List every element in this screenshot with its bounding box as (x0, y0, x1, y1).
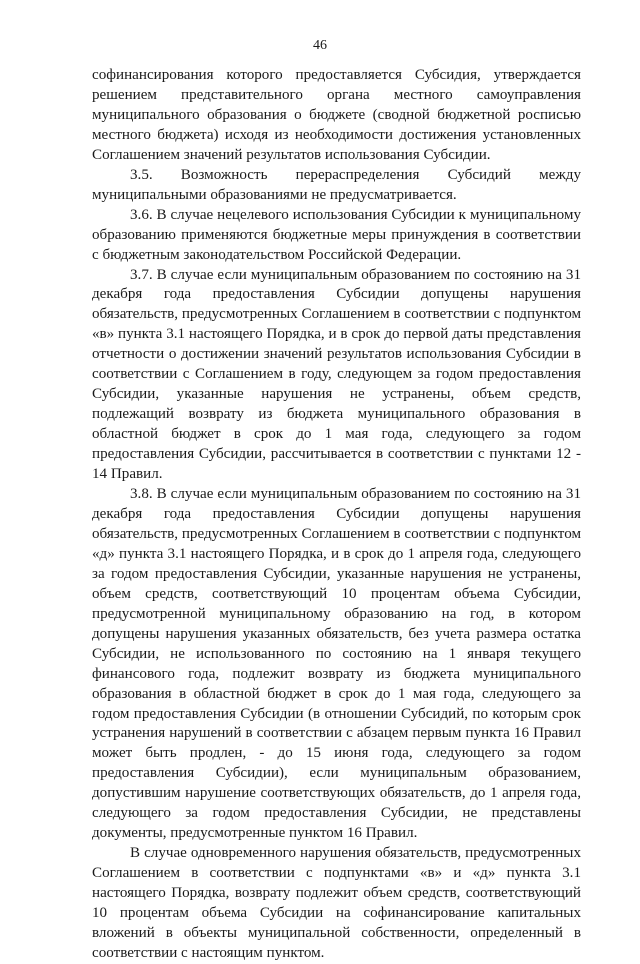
paragraph-clause-3-8: 3.8. В случае если муниципальным образованием по состоянию на 31 декабря года предоставления Субсидии допущены нарушения обязательств, предусмотренных Соглашением в соответствии с подпунктом «д» пункта 3.1 настоящего Порядка, и в срок до 1 апреля года, следующего за годом предоставления Субсидии, указанные нарушения не устранены, объем средств, соответствующий 10 процентам объема Субсидии, предусмотренной муниципальному образованию на год, в котором допущены нарушения указанных обязательств, без учета размера остатка Субсидии, не использованного по состоянию на 1 января текущего финансового года, подлежит возврату из бюджета муниципального образования в областной бюджет в срок до 1 мая года, следующего за годом предоставления Субсидии (в отношении Субсидий, по которым срок устранения нарушений в соответствии с абзацем первым пункта 16 Правил может быть продлен, - до 15 июня года, следующего за годом предоставления Субсидии), если муниципальным образованием, допустившим нарушение соответствующих обязательств, до 1 апреля года, следующего за годом предоставления Субсидии, не представлены документы, предусмотренные пунктом 16 Правил. (92, 486, 581, 842)
paragraph-clause-3-5: 3.5. Возможность перераспределения Субсидий между муниципальными образованиями не предусматривается. (92, 166, 581, 203)
paragraph-clause-3-6: 3.6. В случае нецелевого использования Субсидии к муниципальному образованию применяются бюджетные меры принуждения в соответствии с бюджетным законодательством Российской Федерации. (92, 206, 581, 263)
paragraph-continuation: софинансирования которого предоставляется Субсидия, утверждается решением представительного органа местного самоуправления муниципального образования о бюджете (сводной бюджетной росписью местного бюджета) исходя из необходимости достижения установленных Соглашением значений результатов использования Субсидии. (92, 67, 581, 163)
document-body (92, 66, 581, 964)
paragraph-clause-3-7: 3.7. В случае если муниципальным образованием по состоянию на 31 декабря года предоставления Субсидии допущены нарушения обязательств, предусмотренных Соглашением в соответствии с подпунктом «в» пункта 3.1 настоящего Порядка, и в срок до первой даты представления отчетности о достижении значений результатов использования Субсидии в соответствии с Соглашением в году, следующем за годом предоставления Субсидии, указанные нарушения не устранены, объем средств, подлежащий возврату из бюджета муниципального образования в областной бюджет в срок до 1 мая года, следующего за годом предоставления Субсидии, рассчитывается в соответствии с пунктами 12 - 14 Правил. (92, 266, 581, 483)
page-number: 46 (313, 38, 327, 53)
paragraph-clause-3-8-simultaneous: В случае одновременного нарушения обязательств, предусмотренных Соглашением в соответствии с подпунктами «в» и «д» пункта 3.1 настоящего Порядка, возврату подлежит объем средств, соответствующий 10 процентам объема Субсидии на софинансирование капитальных вложений в объекты муниципальной собственности, определенный в соответствии с настоящим пунктом. (92, 845, 581, 961)
